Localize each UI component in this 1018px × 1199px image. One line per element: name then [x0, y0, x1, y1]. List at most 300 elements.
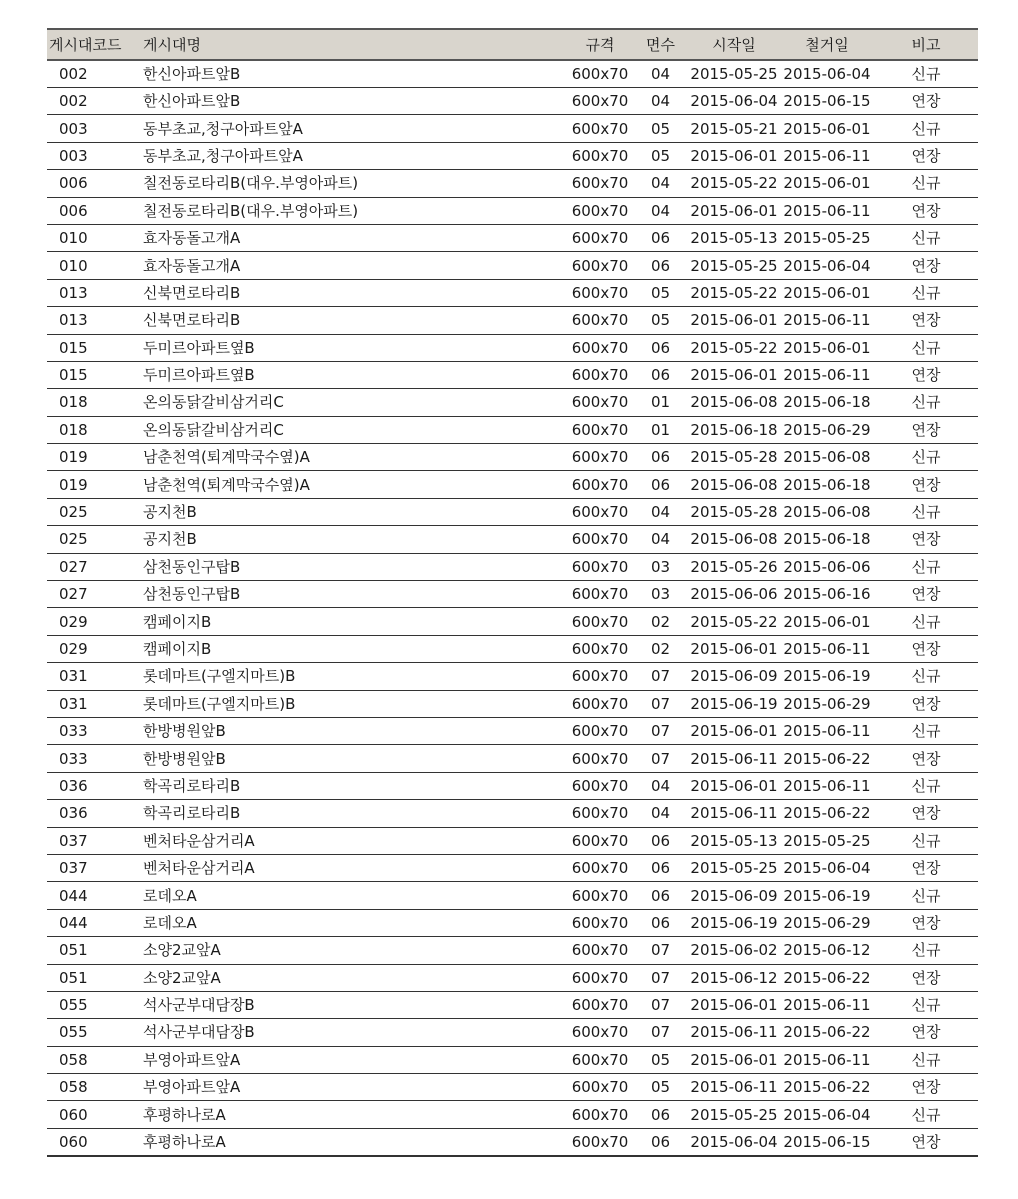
cell-name: 부영아파트앞A [143, 1046, 567, 1073]
cell-size: 600x70 [567, 88, 633, 115]
cell-faces: 04 [633, 526, 688, 553]
cell-name: 한신아파트앞B [143, 88, 567, 115]
cell-start-date: 2015-06-04 [688, 1128, 780, 1156]
cell-faces: 06 [633, 444, 688, 471]
cell-faces: 06 [633, 334, 688, 361]
cell-size: 600x70 [567, 690, 633, 717]
cell-code: 025 [47, 526, 143, 553]
cell-faces: 05 [633, 1074, 688, 1101]
table-row [47, 526, 978, 553]
cell-end-date: 2015-06-11 [780, 142, 874, 169]
cell-note: 신규 [874, 882, 978, 909]
cell-faces: 06 [633, 1128, 688, 1156]
cell-faces: 06 [633, 1101, 688, 1128]
cell-faces: 06 [633, 252, 688, 279]
cell-start-date: 2015-06-11 [688, 1019, 780, 1046]
cell-end-date: 2015-06-11 [780, 772, 874, 799]
cell-start-date: 2015-06-09 [688, 882, 780, 909]
cell-end-date: 2015-06-11 [780, 197, 874, 224]
cell-size: 600x70 [567, 197, 633, 224]
cell-end-date: 2015-06-04 [780, 1101, 874, 1128]
cell-code: 033 [47, 717, 143, 744]
cell-name: 로데오A [143, 909, 567, 936]
cell-faces: 04 [633, 88, 688, 115]
header-size: 규격 [567, 29, 633, 60]
cell-start-date: 2015-06-01 [688, 307, 780, 334]
cell-note: 연장 [874, 526, 978, 553]
cell-start-date: 2015-06-11 [688, 800, 780, 827]
table-row [47, 937, 978, 964]
cell-note: 신규 [874, 224, 978, 251]
cell-faces: 07 [633, 1019, 688, 1046]
cell-size: 600x70 [567, 772, 633, 799]
cell-size: 600x70 [567, 827, 633, 854]
cell-faces: 06 [633, 361, 688, 388]
cell-faces: 01 [633, 416, 688, 443]
cell-end-date: 2015-06-19 [780, 882, 874, 909]
cell-start-date: 2015-06-01 [688, 717, 780, 744]
cell-name: 동부초교,청구아파트앞A [143, 142, 567, 169]
cell-note: 연장 [874, 690, 978, 717]
cell-code: 010 [47, 252, 143, 279]
cell-start-date: 2015-05-28 [688, 498, 780, 525]
cell-code: 051 [47, 964, 143, 991]
table-header [47, 29, 978, 60]
cell-note: 신규 [874, 498, 978, 525]
table-row [47, 471, 978, 498]
cell-start-date: 2015-05-22 [688, 608, 780, 635]
table-row [47, 1046, 978, 1073]
cell-end-date: 2015-05-25 [780, 827, 874, 854]
cell-end-date: 2015-06-22 [780, 800, 874, 827]
cell-size: 600x70 [567, 142, 633, 169]
cell-code: 031 [47, 663, 143, 690]
cell-size: 600x70 [567, 307, 633, 334]
cell-end-date: 2015-05-25 [780, 224, 874, 251]
cell-end-date: 2015-06-11 [780, 717, 874, 744]
cell-code: 027 [47, 581, 143, 608]
cell-size: 600x70 [567, 991, 633, 1018]
table-row [47, 745, 978, 772]
cell-name: 석사군부대담장B [143, 1019, 567, 1046]
cell-name: 캠페이지B [143, 608, 567, 635]
cell-end-date: 2015-06-18 [780, 526, 874, 553]
cell-start-date: 2015-06-06 [688, 581, 780, 608]
cell-size: 600x70 [567, 279, 633, 306]
cell-size: 600x70 [567, 1019, 633, 1046]
cell-size: 600x70 [567, 361, 633, 388]
cell-start-date: 2015-06-18 [688, 416, 780, 443]
cell-start-date: 2015-06-01 [688, 142, 780, 169]
table-row [47, 88, 978, 115]
cell-size: 600x70 [567, 252, 633, 279]
table-row [47, 663, 978, 690]
cell-end-date: 2015-06-04 [780, 252, 874, 279]
cell-size: 600x70 [567, 937, 633, 964]
cell-size: 600x70 [567, 526, 633, 553]
cell-note: 신규 [874, 553, 978, 580]
table-row [47, 170, 978, 197]
cell-start-date: 2015-05-26 [688, 553, 780, 580]
header-row [47, 29, 978, 60]
cell-code: 036 [47, 772, 143, 799]
cell-code: 060 [47, 1128, 143, 1156]
cell-end-date: 2015-06-15 [780, 88, 874, 115]
cell-name: 효자동돌고개A [143, 224, 567, 251]
cell-end-date: 2015-06-22 [780, 745, 874, 772]
cell-end-date: 2015-06-11 [780, 361, 874, 388]
cell-size: 600x70 [567, 553, 633, 580]
cell-note: 연장 [874, 964, 978, 991]
table-row [47, 389, 978, 416]
cell-size: 600x70 [567, 882, 633, 909]
cell-faces: 03 [633, 581, 688, 608]
cell-note: 신규 [874, 170, 978, 197]
table-row [47, 909, 978, 936]
cell-end-date: 2015-06-22 [780, 1019, 874, 1046]
cell-faces: 06 [633, 909, 688, 936]
cell-code: 006 [47, 170, 143, 197]
cell-code: 044 [47, 909, 143, 936]
cell-start-date: 2015-05-21 [688, 115, 780, 142]
cell-note: 신규 [874, 115, 978, 142]
cell-faces: 06 [633, 882, 688, 909]
cell-start-date: 2015-06-01 [688, 772, 780, 799]
board-schedule-table [47, 28, 978, 1157]
cell-code: 006 [47, 197, 143, 224]
cell-faces: 05 [633, 307, 688, 334]
cell-size: 600x70 [567, 170, 633, 197]
cell-name: 한방병원앞B [143, 745, 567, 772]
cell-note: 신규 [874, 279, 978, 306]
cell-start-date: 2015-06-08 [688, 471, 780, 498]
cell-faces: 03 [633, 553, 688, 580]
cell-name: 칠전동로타리B(대우.부영아파트) [143, 170, 567, 197]
cell-name: 칠전동로타리B(대우.부영아파트) [143, 197, 567, 224]
cell-note: 연장 [874, 142, 978, 169]
table-row [47, 142, 978, 169]
cell-start-date: 2015-06-04 [688, 88, 780, 115]
cell-end-date: 2015-06-12 [780, 937, 874, 964]
cell-faces: 02 [633, 608, 688, 635]
cell-note: 신규 [874, 717, 978, 744]
cell-name: 한방병원앞B [143, 717, 567, 744]
cell-faces: 06 [633, 224, 688, 251]
cell-start-date: 2015-05-28 [688, 444, 780, 471]
cell-note: 신규 [874, 1101, 978, 1128]
cell-note: 연장 [874, 635, 978, 662]
cell-size: 600x70 [567, 745, 633, 772]
cell-start-date: 2015-06-01 [688, 991, 780, 1018]
cell-name: 후평하나로A [143, 1101, 567, 1128]
cell-note: 신규 [874, 444, 978, 471]
cell-start-date: 2015-05-25 [688, 60, 780, 88]
cell-name: 롯데마트(구엘지마트)B [143, 663, 567, 690]
cell-code: 002 [47, 88, 143, 115]
cell-note: 연장 [874, 854, 978, 881]
cell-start-date: 2015-05-22 [688, 170, 780, 197]
table-row [47, 882, 978, 909]
cell-end-date: 2015-06-08 [780, 444, 874, 471]
cell-faces: 06 [633, 827, 688, 854]
cell-name: 공지천B [143, 526, 567, 553]
cell-start-date: 2015-06-08 [688, 389, 780, 416]
table-row [47, 854, 978, 881]
cell-name: 신북면로타리B [143, 307, 567, 334]
cell-name: 학곡리로타리B [143, 772, 567, 799]
cell-name: 롯데마트(구엘지마트)B [143, 690, 567, 717]
cell-note: 연장 [874, 745, 978, 772]
cell-end-date: 2015-06-11 [780, 1046, 874, 1073]
cell-end-date: 2015-06-06 [780, 553, 874, 580]
cell-note: 연장 [874, 361, 978, 388]
table-row [47, 800, 978, 827]
cell-note: 신규 [874, 1046, 978, 1073]
cell-end-date: 2015-06-11 [780, 635, 874, 662]
cell-name: 신북면로타리B [143, 279, 567, 306]
cell-code: 058 [47, 1074, 143, 1101]
cell-start-date: 2015-06-02 [688, 937, 780, 964]
cell-faces: 05 [633, 279, 688, 306]
cell-name: 두미르아파트옆B [143, 334, 567, 361]
table-row [47, 964, 978, 991]
cell-size: 600x70 [567, 1101, 633, 1128]
cell-end-date: 2015-06-11 [780, 307, 874, 334]
cell-note: 신규 [874, 991, 978, 1018]
cell-note: 신규 [874, 937, 978, 964]
cell-size: 600x70 [567, 635, 633, 662]
header-faces: 면수 [633, 29, 688, 60]
cell-note: 연장 [874, 88, 978, 115]
cell-note: 연장 [874, 307, 978, 334]
cell-note: 신규 [874, 608, 978, 635]
table-row [47, 115, 978, 142]
cell-end-date: 2015-06-01 [780, 170, 874, 197]
cell-note: 신규 [874, 663, 978, 690]
table-row [47, 1101, 978, 1128]
cell-size: 600x70 [567, 800, 633, 827]
cell-faces: 07 [633, 717, 688, 744]
table-row [47, 608, 978, 635]
cell-start-date: 2015-05-22 [688, 334, 780, 361]
cell-faces: 07 [633, 663, 688, 690]
cell-code: 060 [47, 1101, 143, 1128]
cell-faces: 06 [633, 471, 688, 498]
cell-size: 600x70 [567, 498, 633, 525]
cell-name: 삼천동인구탑B [143, 581, 567, 608]
cell-note: 연장 [874, 800, 978, 827]
cell-start-date: 2015-05-25 [688, 854, 780, 881]
cell-code: 044 [47, 882, 143, 909]
cell-code: 002 [47, 60, 143, 88]
cell-start-date: 2015-06-01 [688, 197, 780, 224]
cell-start-date: 2015-06-19 [688, 690, 780, 717]
cell-end-date: 2015-06-18 [780, 389, 874, 416]
cell-name: 부영아파트앞A [143, 1074, 567, 1101]
cell-code: 015 [47, 361, 143, 388]
cell-start-date: 2015-06-19 [688, 909, 780, 936]
cell-note: 연장 [874, 252, 978, 279]
cell-name: 온의동닭갈비삼거리C [143, 389, 567, 416]
cell-end-date: 2015-06-04 [780, 854, 874, 881]
cell-faces: 04 [633, 60, 688, 88]
cell-code: 029 [47, 635, 143, 662]
cell-name: 소양2교앞A [143, 964, 567, 991]
cell-end-date: 2015-06-18 [780, 471, 874, 498]
cell-size: 600x70 [567, 581, 633, 608]
table-row [47, 498, 978, 525]
cell-start-date: 2015-05-22 [688, 279, 780, 306]
cell-code: 013 [47, 279, 143, 306]
cell-code: 013 [47, 307, 143, 334]
cell-end-date: 2015-06-01 [780, 608, 874, 635]
header-note: 비고 [874, 29, 978, 60]
table-row [47, 772, 978, 799]
table-row [47, 279, 978, 306]
cell-code: 018 [47, 389, 143, 416]
cell-end-date: 2015-06-01 [780, 334, 874, 361]
cell-faces: 01 [633, 389, 688, 416]
table-row [47, 1128, 978, 1156]
cell-size: 600x70 [567, 717, 633, 744]
table-body [47, 60, 978, 1156]
cell-name: 한신아파트앞B [143, 60, 567, 88]
cell-end-date: 2015-06-15 [780, 1128, 874, 1156]
cell-start-date: 2015-06-11 [688, 1074, 780, 1101]
cell-code: 033 [47, 745, 143, 772]
cell-note: 연장 [874, 581, 978, 608]
cell-name: 남춘천역(퇴계막국수옆)A [143, 444, 567, 471]
cell-start-date: 2015-06-09 [688, 663, 780, 690]
cell-end-date: 2015-06-08 [780, 498, 874, 525]
cell-name: 남춘천역(퇴계막국수옆)A [143, 471, 567, 498]
cell-end-date: 2015-06-11 [780, 991, 874, 1018]
cell-size: 600x70 [567, 334, 633, 361]
table-row [47, 635, 978, 662]
cell-note: 연장 [874, 471, 978, 498]
table-row [47, 553, 978, 580]
table-row [47, 690, 978, 717]
table-row [47, 60, 978, 88]
cell-end-date: 2015-06-01 [780, 115, 874, 142]
cell-size: 600x70 [567, 115, 633, 142]
cell-faces: 07 [633, 991, 688, 1018]
cell-start-date: 2015-05-13 [688, 827, 780, 854]
cell-name: 두미르아파트옆B [143, 361, 567, 388]
cell-faces: 05 [633, 115, 688, 142]
cell-start-date: 2015-06-12 [688, 964, 780, 991]
cell-note: 연장 [874, 197, 978, 224]
cell-name: 공지천B [143, 498, 567, 525]
cell-code: 018 [47, 416, 143, 443]
cell-start-date: 2015-06-11 [688, 745, 780, 772]
cell-start-date: 2015-05-25 [688, 252, 780, 279]
cell-note: 신규 [874, 772, 978, 799]
cell-name: 학곡리로타리B [143, 800, 567, 827]
cell-end-date: 2015-06-16 [780, 581, 874, 608]
cell-size: 600x70 [567, 389, 633, 416]
cell-size: 600x70 [567, 416, 633, 443]
cell-code: 010 [47, 224, 143, 251]
cell-code: 055 [47, 1019, 143, 1046]
cell-name: 벤처타운삼거리A [143, 827, 567, 854]
cell-end-date: 2015-06-01 [780, 279, 874, 306]
cell-code: 025 [47, 498, 143, 525]
cell-faces: 04 [633, 772, 688, 799]
cell-end-date: 2015-06-04 [780, 60, 874, 88]
table-row [47, 1019, 978, 1046]
cell-faces: 07 [633, 690, 688, 717]
cell-faces: 05 [633, 1046, 688, 1073]
cell-note: 연장 [874, 1128, 978, 1156]
cell-size: 600x70 [567, 909, 633, 936]
cell-code: 031 [47, 690, 143, 717]
cell-name: 캠페이지B [143, 635, 567, 662]
cell-end-date: 2015-06-29 [780, 909, 874, 936]
table-row [47, 361, 978, 388]
table-row [47, 334, 978, 361]
cell-size: 600x70 [567, 1046, 633, 1073]
cell-faces: 07 [633, 745, 688, 772]
cell-end-date: 2015-06-29 [780, 690, 874, 717]
cell-note: 신규 [874, 334, 978, 361]
table-row [47, 252, 978, 279]
cell-size: 600x70 [567, 608, 633, 635]
cell-start-date: 2015-06-08 [688, 526, 780, 553]
table-row [47, 444, 978, 471]
table-row [47, 307, 978, 334]
cell-name: 후평하나로A [143, 1128, 567, 1156]
cell-name: 동부초교,청구아파트앞A [143, 115, 567, 142]
cell-name: 소양2교앞A [143, 937, 567, 964]
table-row [47, 717, 978, 744]
cell-note: 신규 [874, 60, 978, 88]
cell-end-date: 2015-06-29 [780, 416, 874, 443]
table-row [47, 1074, 978, 1101]
cell-size: 600x70 [567, 854, 633, 881]
cell-code: 027 [47, 553, 143, 580]
cell-note: 신규 [874, 389, 978, 416]
cell-end-date: 2015-06-22 [780, 1074, 874, 1101]
cell-name: 석사군부대담장B [143, 991, 567, 1018]
cell-code: 058 [47, 1046, 143, 1073]
table-row [47, 827, 978, 854]
board-schedule-sheet [47, 28, 978, 1157]
header-name: 게시대명 [143, 29, 567, 60]
cell-note: 연장 [874, 1019, 978, 1046]
cell-code: 055 [47, 991, 143, 1018]
cell-note: 연장 [874, 1074, 978, 1101]
cell-faces: 04 [633, 170, 688, 197]
cell-size: 600x70 [567, 471, 633, 498]
cell-code: 003 [47, 115, 143, 142]
header-code: 게시대코드 [47, 29, 143, 60]
cell-code: 015 [47, 334, 143, 361]
cell-size: 600x70 [567, 60, 633, 88]
cell-code: 037 [47, 854, 143, 881]
cell-code: 036 [47, 800, 143, 827]
cell-faces: 06 [633, 854, 688, 881]
cell-name: 온의동닭갈비삼거리C [143, 416, 567, 443]
cell-start-date: 2015-06-01 [688, 361, 780, 388]
table-row [47, 416, 978, 443]
cell-name: 삼천동인구탑B [143, 553, 567, 580]
cell-note: 연장 [874, 416, 978, 443]
cell-code: 029 [47, 608, 143, 635]
cell-start-date: 2015-05-25 [688, 1101, 780, 1128]
cell-size: 600x70 [567, 1074, 633, 1101]
cell-size: 600x70 [567, 444, 633, 471]
